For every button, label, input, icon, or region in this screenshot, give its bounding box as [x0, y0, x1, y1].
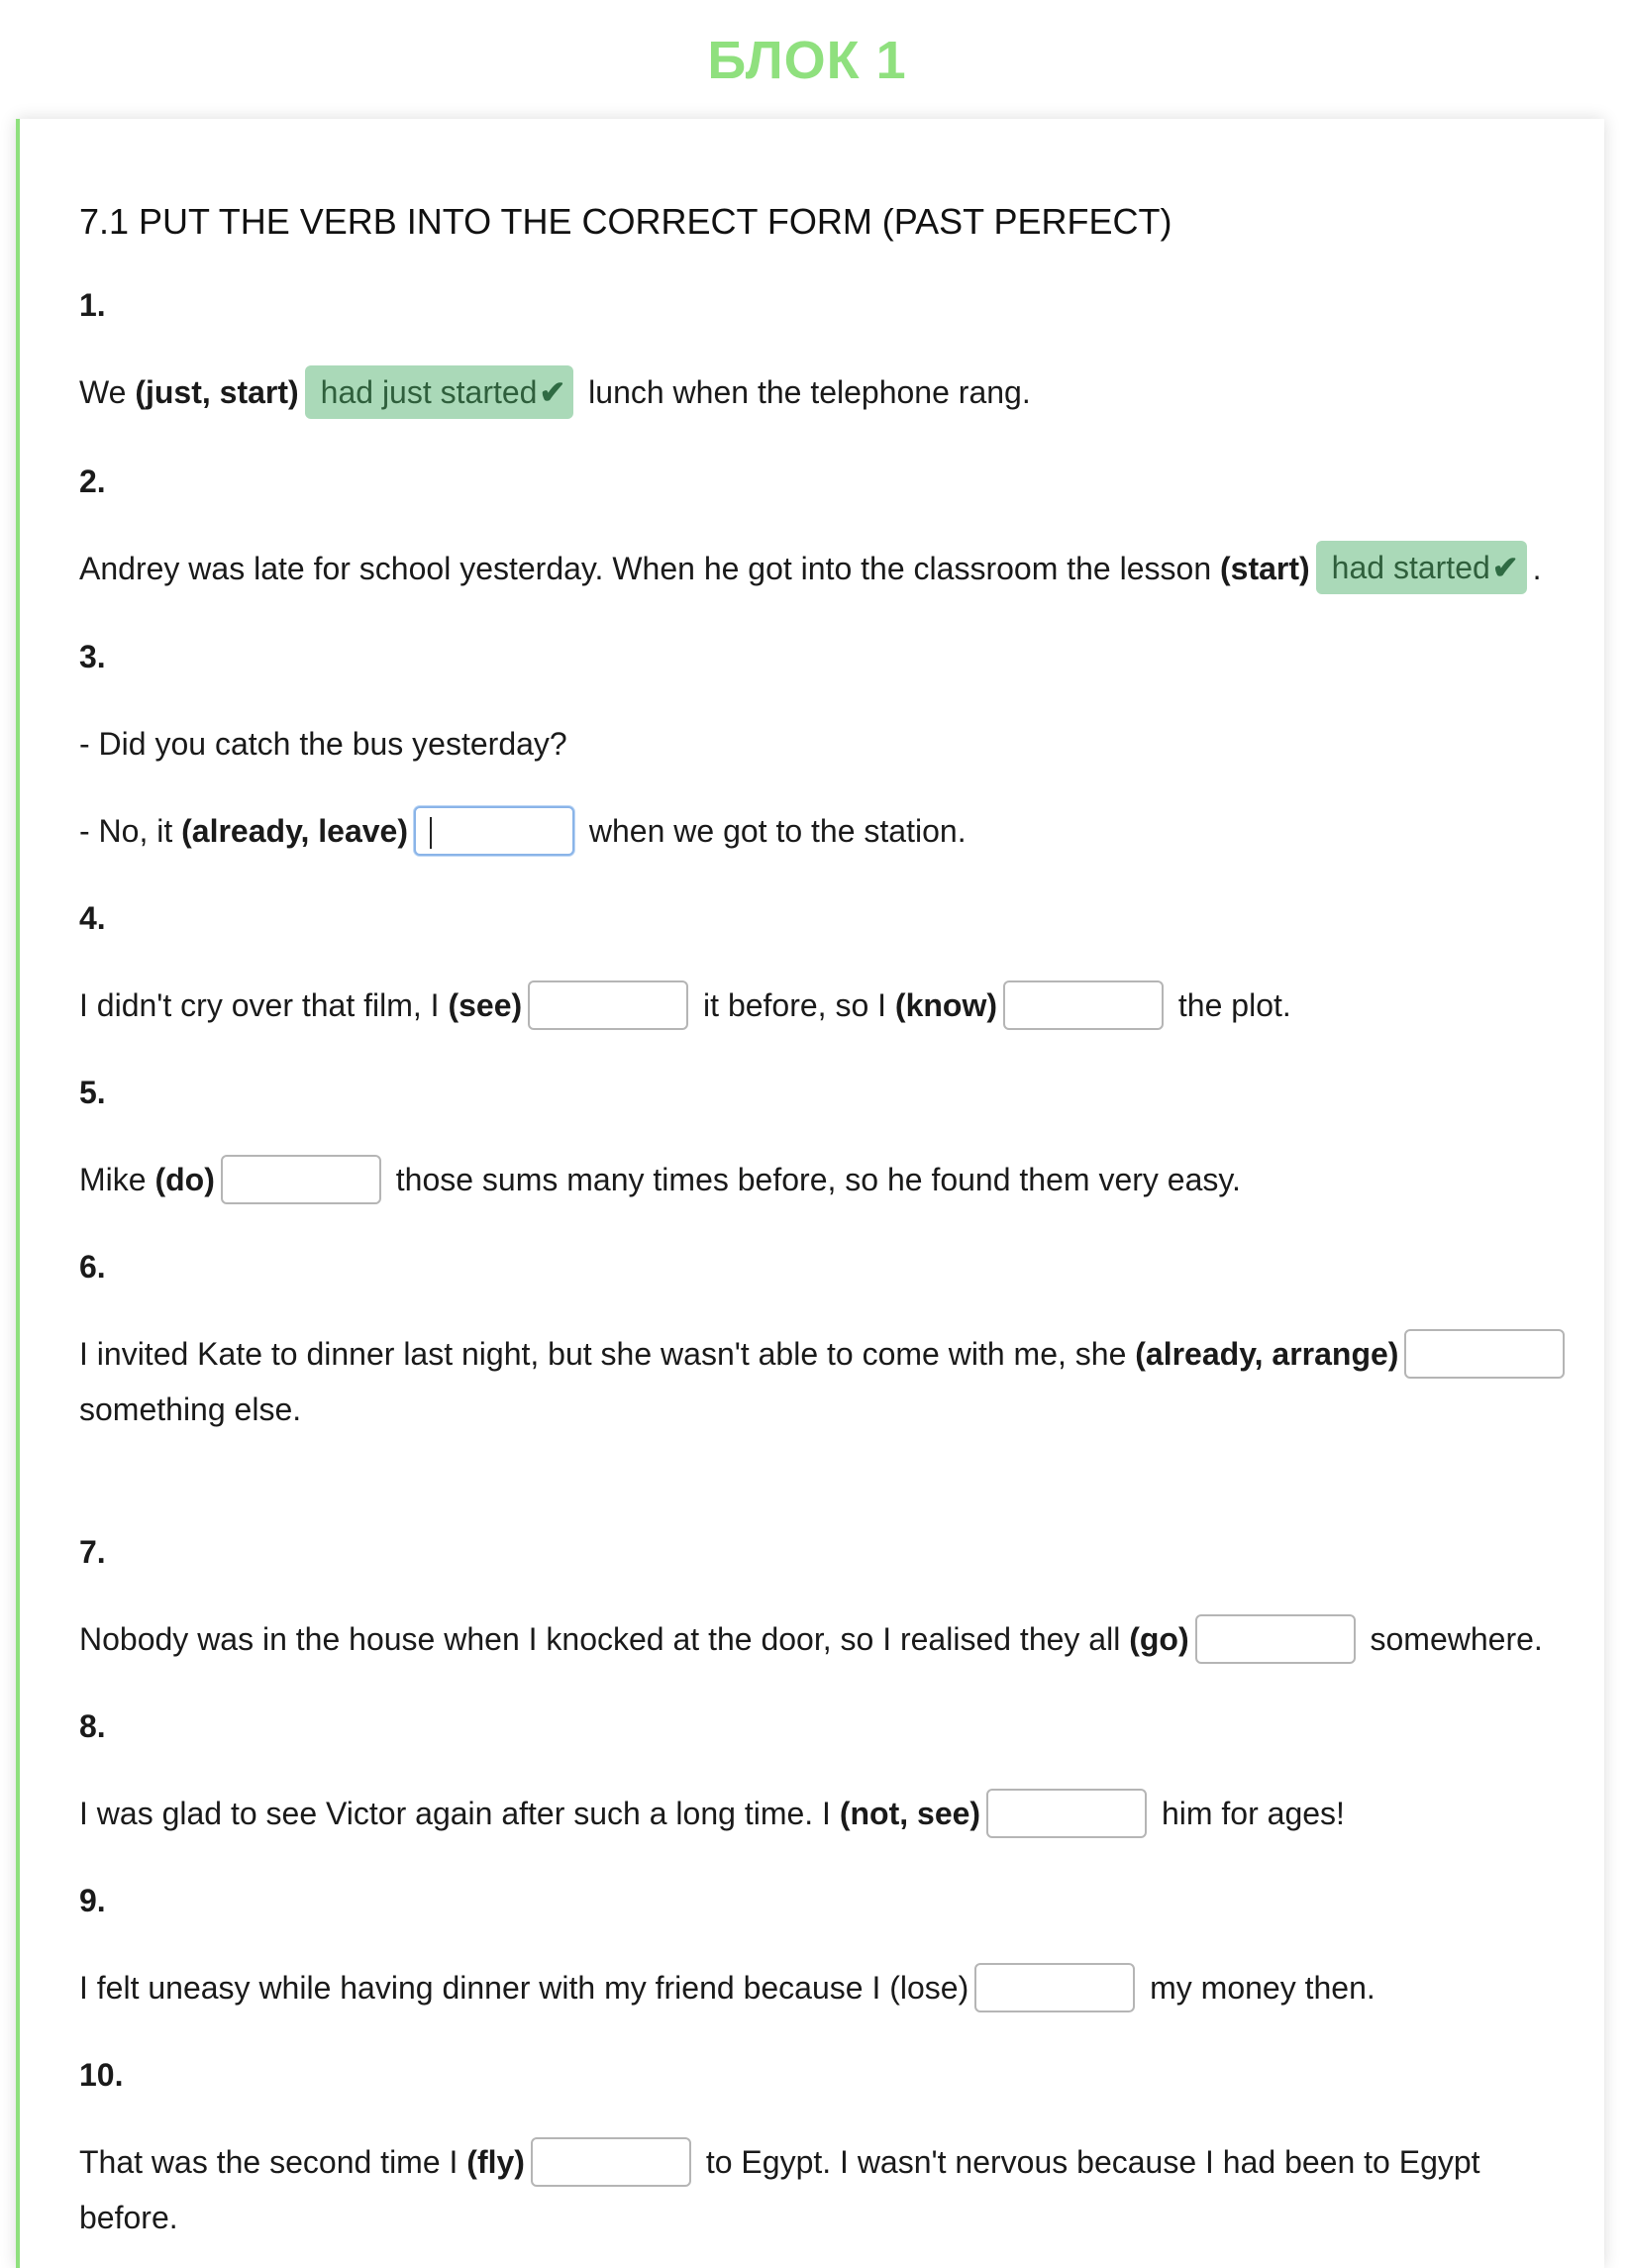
question-text: Andrey was late for school yesterday. When he got into the classroom the lesson (start) had started✔ . — [79, 541, 1584, 598]
question-text: That was the second time I (fly) to Egypt. I wasn't nervous because I had been to Egypt before. — [79, 2134, 1584, 2245]
question-number: 3. — [79, 639, 106, 675]
check-icon: ✔ — [539, 373, 566, 410]
answer-input[interactable] — [414, 806, 574, 856]
page-title: БЛОК 1 — [707, 31, 907, 90]
verb-hint: (already, leave) — [181, 813, 408, 850]
question-number: 7. — [79, 1534, 106, 1571]
answer-input[interactable] — [531, 2137, 691, 2187]
question-text: Nobody was in the house when I knocked at the door, so I realised they all (go) somewhere. — [79, 1611, 1584, 1667]
question-number: 9. — [79, 1883, 106, 1919]
answer-input[interactable] — [221, 1155, 381, 1204]
verb-hint: (already, arrange) — [1135, 1336, 1399, 1373]
verb-hint: (not, see) — [839, 1796, 981, 1832]
question-text: I didn't cry over that film, I (see) it before, so I (know) the plot. — [79, 978, 1584, 1033]
verb-hint: (do) — [154, 1162, 215, 1198]
verb-hint: (just, start) — [135, 374, 299, 410]
exercise-content — [79, 198, 1584, 2245]
question-2 — [79, 454, 1584, 598]
answer-input[interactable] — [1003, 980, 1164, 1030]
check-icon: ✔ — [1491, 550, 1519, 586]
answer-input[interactable] — [1195, 1614, 1356, 1664]
verb-hint: (see) — [448, 987, 523, 1024]
question-6 — [79, 1239, 1584, 1437]
verb-hint: (start) — [1220, 550, 1310, 586]
section-title: 7.1 PUT THE VERB INTO THE CORRECT FORM (PAST PERFECT) — [79, 201, 1172, 242]
answer-input[interactable] — [986, 1789, 1147, 1838]
answer-correct: had started✔ — [1316, 541, 1527, 594]
question-9 — [79, 1873, 1584, 2015]
question-number: 6. — [79, 1249, 106, 1286]
question-text: I invited Kate to dinner last night, but she wasn't able to come with me, she (already, arrange) something else. — [79, 1326, 1584, 1437]
question-number: 2. — [79, 463, 106, 499]
answer-input[interactable] — [974, 1963, 1135, 2012]
question-1 — [79, 277, 1584, 422]
verb-hint: (know) — [894, 987, 998, 1024]
question-7 — [79, 1524, 1584, 1667]
answer-input[interactable] — [528, 980, 688, 1030]
question-text: I felt uneasy while having dinner with my friend because I (lose) my money then. — [79, 1960, 1584, 2015]
verb-hint: (fly) — [466, 2144, 525, 2181]
question-text: I was glad to see Victor again after such a long time. I (not, see) him for ages! — [79, 1786, 1584, 1841]
question-5 — [79, 1065, 1584, 1207]
answer-input[interactable] — [1404, 1329, 1565, 1379]
question-text: We (just, start) had just started✔ lunch when the telephone rang. — [79, 364, 1584, 422]
question-number: 10. — [79, 2057, 124, 2094]
question-number: 4. — [79, 900, 106, 937]
question-number: 8. — [79, 1708, 106, 1745]
verb-hint: (go) — [1129, 1621, 1189, 1658]
question-context: - Did you catch the bus yesterday? — [79, 726, 567, 763]
question-10 — [79, 2047, 1584, 2245]
question-3 — [79, 629, 1584, 859]
question-number: 1. — [79, 287, 106, 323]
question-text: Mike (do) those sums many times before, so he found them very easy. — [79, 1152, 1584, 1207]
question-text: - No, it (already, leave) when we got to the station. — [79, 803, 1584, 859]
text-caret — [430, 817, 432, 849]
question-8 — [79, 1699, 1584, 1841]
question-number: 5. — [79, 1075, 106, 1111]
question-4 — [79, 890, 1584, 1033]
answer-correct: had just started✔ — [305, 365, 574, 419]
